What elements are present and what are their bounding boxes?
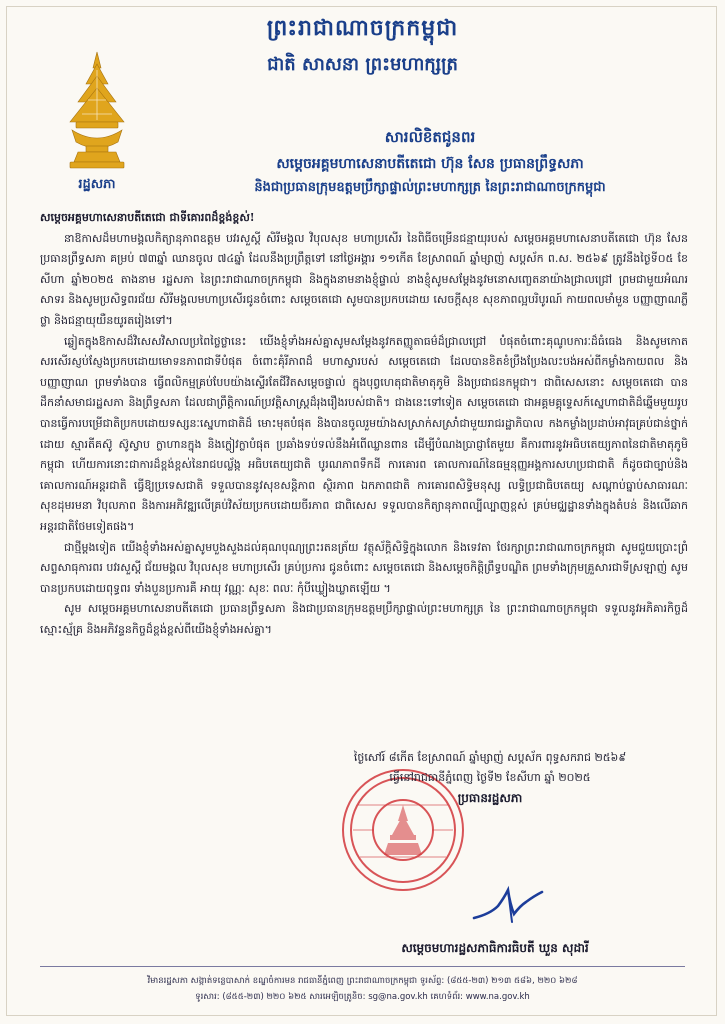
place-and-date: ធ្វើនៅរាជធានីភ្នំពេញ ថ្ងៃទី២ ខែសីហា ឆ្នាំ ២០២៥	[389, 771, 591, 784]
footer-contact: ទូរសារ: (៨៥៥-២៣) ២២០ ៦២៥ សារអេឡិចត្រូនិច: sg@na.gov.kh គេហទំព័រ: www.na.gov.kh	[195, 992, 530, 1002]
signer-title: ប្រធានរដ្ឋសភា	[457, 791, 523, 805]
signer-name: សម្តេចមហារដ្ឋសភាធិការធិបតី ឃួន សុដារី	[401, 941, 589, 955]
footer-address: វិមានរដ្ឋសភា សង្កាត់ទន្លេបាសាក់ ខណ្ឌចំការមន រាជធានីភ្នំពេញ ព្រះរាជាណាចក្រកម្ពុជា ទូរស័ព្ទ: (៨៥៥-២៣) ២១៣ ៥៨៦, ២២០ ៦២៨	[147, 976, 578, 986]
letter-titles	[140, 128, 720, 198]
letter-subject: សារលិខិតជូនពរ	[384, 128, 476, 146]
letter-footer	[40, 966, 685, 1005]
national-assembly-emblem-icon	[62, 50, 132, 170]
salutation: សម្តេចអគ្គមហាសេនាបតីតេជោ ជាទីគោរពដ៏ខ្ពង់ខ្ពស់!	[40, 211, 255, 224]
paragraph-1: នាឱកាសដ៏មហាមង្គលកិត្យានុភាពឧត្តម បវរសួស្តី សិរីមង្គល វិបុលសុខ មហាប្រសើរ នៃពិធីចម្រើនជន្មាយុរបស់ សម្តេចអគ្គមហាសេនាបតីតេជោ ហ៊ុន សែន ប្រធានព្រឹទ្ធសភា គម្រប់ ៧៣ឆ្នាំ ឈានចូល ៧៤ឆ្នាំ ដែលនឹងប្រព្រឹត្តទៅ នៅថ្ងៃអង្គារ ១១កើត ខែស្រាពណ៍ ឆ្នាំម្សាញ់ សប្តស័ក ព.ស. ២៥៦៩ ត្រូវនឹងថ្ងៃទី០៥ ខែសីហា ឆ្នាំ២០២៥ តាងនាម រដ្ឋសភា នៃព្រះរាជាណាចក្រកម្ពុជា និងក្នុងនាមនាងខ្ញុំផ្ទាល់ នាងខ្ញុំសូមសម្តែងនូវមនោសញ្ចេតនាយ៉ាងជ្រាលជ្រៅ ព្រមជាមួយអំណរសាទរ និងសូមប្រសិទ្ធពរជ័យ សិរីមង្គលមហាប្រសើរជូនចំពោះ សម្តេចតេជោ សូមបានប្រកបដោយ សេចក្តីសុខ សុខភាពល្អបរិបូរណ៍ កាយពលមាំមួន បញ្ញាញាណភ្លឺថ្លា និងជន្មាយុយឺនយូរតរៀងទៅ។	[40, 231, 688, 327]
signature-block	[310, 748, 670, 808]
national-motto: ជាតិ សាសនា ព្រះមហាក្សត្រ	[267, 54, 458, 75]
recipient-line-2: និងជាប្រធានក្រុមឧត្តមប្រឹក្សាផ្ទាល់ព្រះមហាក្សត្រ នៃព្រះរាជាណាចក្រកម្ពុជា	[254, 180, 606, 195]
paragraph-3: ជាថ្មីម្តងទៀត យើងខ្ញុំទាំងអស់គ្នាសូមបួងសួងដល់គុណបុណ្យព្រះរតនត្រ័យ វត្ថុស័ក្តិសិទ្ធិក្នុងលោក និងទេវតា ថែរក្សាព្រះរាជាណាចក្រកម្ពុជា សូមជួយប្រោះព្រំសព្ទសាធុការពរ បវរសួស្តី ជ័យមង្គល វិបុលសុខ មហាប្រសើរ គ្រប់ប្រការ ជូនចំពោះ សម្តេចតេជោ និងសម្តេចកិត្តិព្រឹទ្ធបណ្ឌិត ព្រមទាំងក្រុមគ្រួសារជាទីស្រឡាញ់ សូមបានប្រកបដោយពុទ្ធពរ ទាំងបួនប្រការគឺ អាយុ វណ្ណៈ សុខៈ ពលៈ កុំបីឃ្លៀងឃ្លាតឡើយ ។	[40, 540, 688, 595]
emblem-label: រដ្ឋសភា	[78, 177, 116, 192]
kingdom-heading: ព្រះរាជាណាចក្រកម្ពុជា	[266, 15, 459, 41]
lunar-date: ថ្ងៃសៅរ៍ ៨កើត ខែស្រាពណ៍ ឆ្នាំម្សាញ់ សប្តស័ក ពុទ្ធសករាជ ២៥៦៩	[353, 751, 627, 764]
paragraph-2: ឆ្លៀតក្នុងឱកាសដ៏វិសេសវិសាលប្រពៃថ្លៃថ្លានេះ យើងខ្ញុំទាំងអស់គ្នាសូមសម្តែងនូវកតញ្ញូតាធម៌ដ៏ជ្រាលជ្រៅ បំផុតចំពោះគុណូបការៈដ៏ធំធេង និងសូមកោតសរសើរស្ញប់ស្ញែងប្រកបដោយមោទនភាពជាទីបំផុត ចំពោះគុំរីភាពដ៏ មហាស្វារបស់ សម្តេចតេជោ ដែលបានខិតខំប្រឹងប្រែងលះបង់អស់ពីកម្លាំងកាយពល និងបញ្ញាញាណ ព្រមទាំងបាន ធ្វើពលិកម្មគ្រប់បែបយ៉ាងស្ទើរតែជីវិតសម្តេចផ្ទាល់ ក្នុងបុព្វហេតុជាតិមាតុភូមិ និងប្រជាជនកម្ពុជា។ ជាពិសេសនោះ សម្តេចតេជោ បានដឹកនាំសមាជរដ្ឋសភា និងព្រឹទ្ធសភា ដែលជាព្រឹត្តិការណ៍ប្រវត្តិសាស្ត្រដ៏រុងរឿងរបស់ជាតិ។ ជាងនេះទៅទៀត សម្តេចតេជោ ជាអគ្គមគ្គុទ្ទេសក៍ស្នេហាជាតិដ៏ឆ្នើមមួយរូប បានធ្វើការបម្រើជាតិប្រកបដោយទស្សនៈស្នេហាជាតិដ៏ មោះមុតបំផុត និងបានចូលរួមយ៉ាងសស្រាក់សស្រាំជាមួយរាជរដ្ឋាភិបាល កងកម្លាំងប្រដាប់អាវុធគ្រប់ជាន់ថ្នាក់ដោយ ស្មារតីគស៊ូ ស៊ូស្វាប ក្លាហានក្នុង និងក្លៀវក្លាបំផុត ប្រឆាំងទប់ទល់នឹងអំពើឈ្លានពាន ដើម្បីបំណងប្រាជ្ញាតែមួយ គឺការពារនូវអធិបតេយ្យភាពនៃជាតិមាតុភូមិកម្ពុជា ហើយការនោះជាការដ៏ខ្ពង់ខ្ពស់នៃរាជបល្ល័ង្ក អធិបតេយ្យជាតិ បូរណភាពទឹកដី ការគោរព គោលការណ៍នៃធម្មនុញ្ញអង្គការសហប្រជាជាតិ ក៏ដូចជាច្បាប់និងគោលការណ៍អន្តរជាតិ ធ្វើឱ្យប្រទេសជាតិ ទទួលបាននូវសុខសន្តិភាព ស្ថិរភាព ឯកភាពជាតិ ការគោរពសិទ្ធិមនុស្ស លទ្ធិប្រជាធិបតេយ្យ សណ្តាប់ធ្នាប់សាធារណៈ សុខដុមរមនា វិបុលភាព និងការអភិវឌ្ឍលើគ្រប់វិស័យប្រកបដោយចីរភាព ជាពិសេស ទទួលបានកិត្យានុភាពល្បីល្បាញខ្ពស់ គ្រប់មជ្ឈដ្ឋានទាំងក្នុងតំបន់ និងលើឆាកអន្តរជាតិថែមទៀតផង។	[40, 334, 688, 533]
letter-body	[40, 208, 688, 640]
handwritten-signature-icon	[468, 884, 548, 928]
paragraph-4: សូម សម្តេចអគ្គមហាសេនាបតីតេជោ ប្រធានព្រឹទ្ធសភា និងជាប្រធានក្រុមឧត្តមប្រឹក្សាផ្ទាល់ព្រះមហាក្សត្រ នៃ ព្រះរាជាណាចក្រកម្ពុជា ទទួលនូវអភិគារកិច្ចដ៏ស្មោះស្ម័គ្រ និងអភិវន្ទនកិច្ចដ៏ខ្ពង់ខ្ពស់ពីយើងខ្ញុំទាំងអស់គ្នា។	[40, 602, 688, 636]
recipient-line-1: សម្តេចអគ្គមហាសេនាបតីតេជោ ហ៊ុន សែន ប្រធានព្រឹទ្ធសភា	[276, 156, 584, 172]
